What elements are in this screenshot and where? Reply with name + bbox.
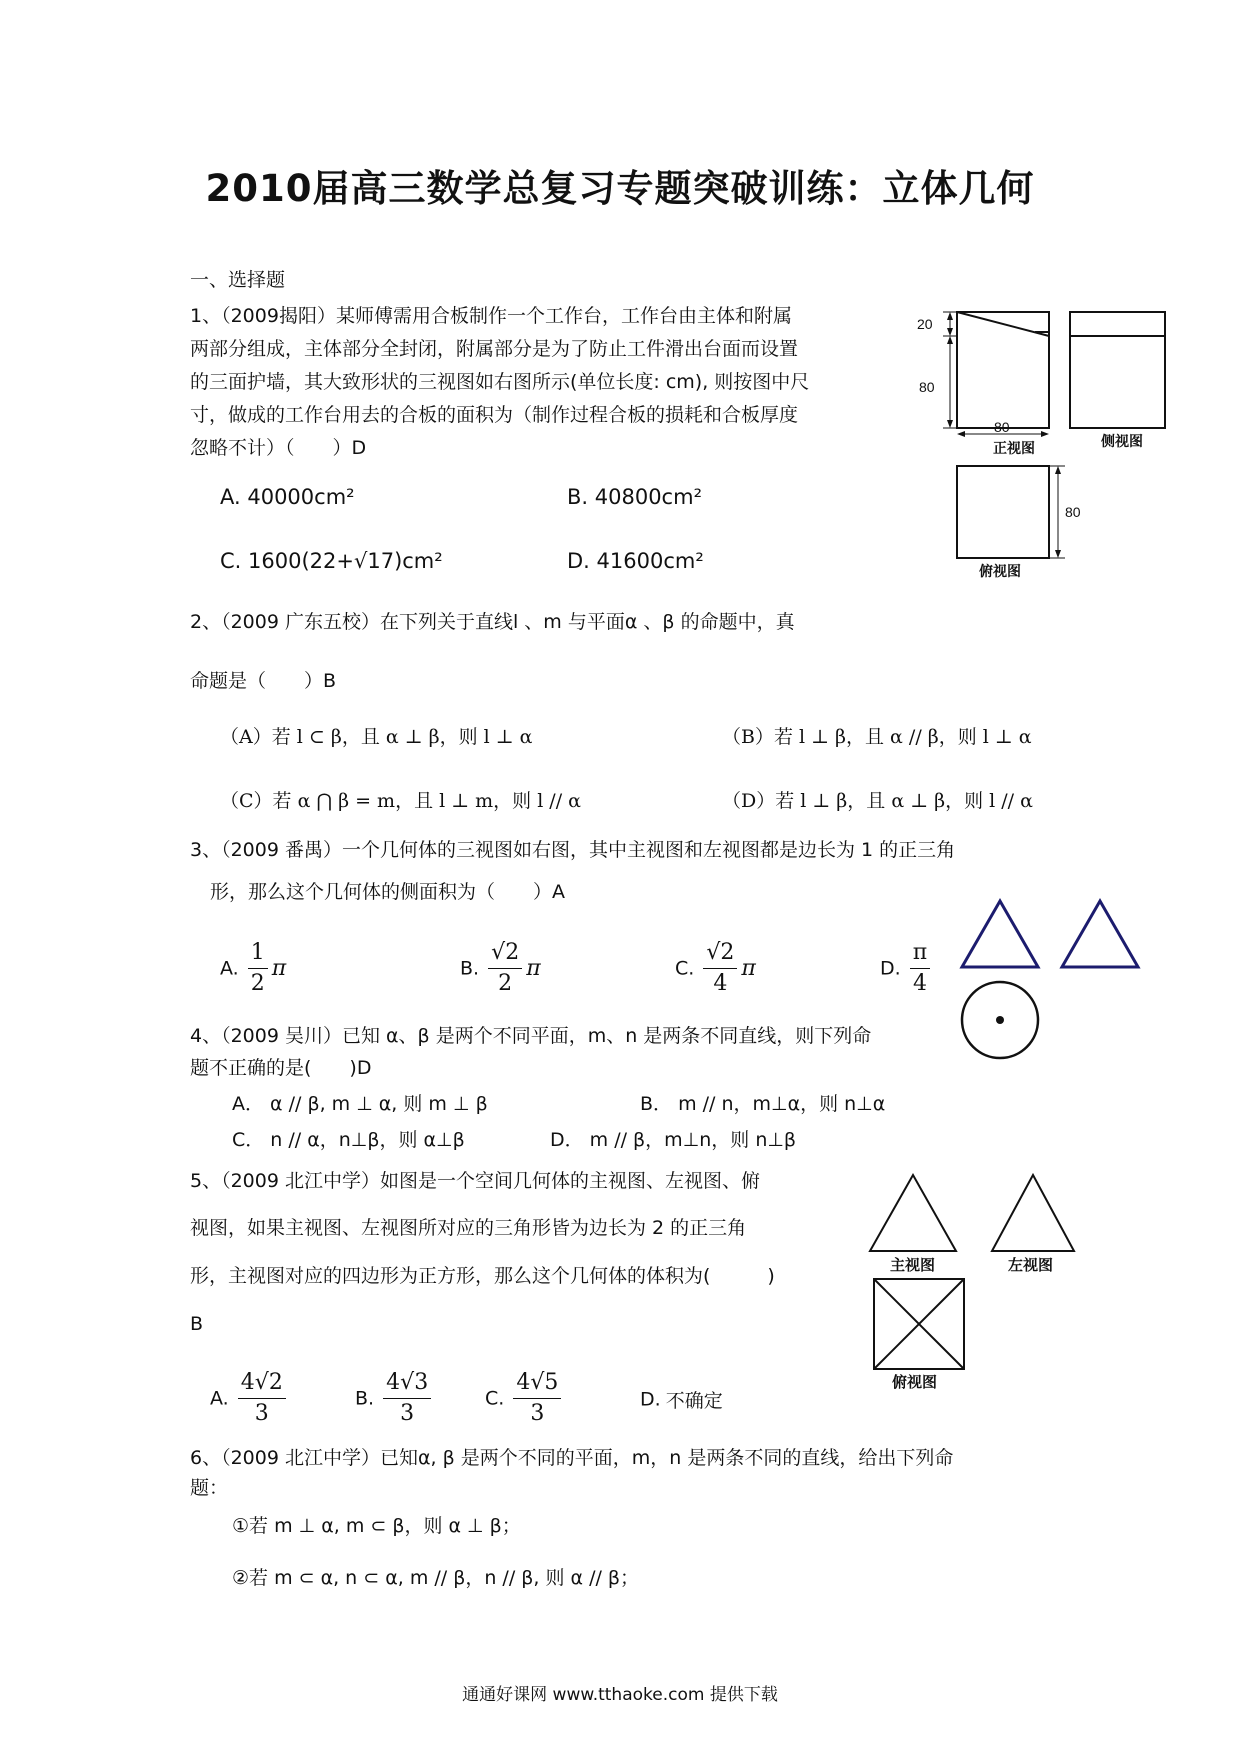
q1-dim-80-right: 80 bbox=[1065, 504, 1081, 520]
q1-line-4: 寸，做成的工作台用去的合板的面积为（制作过程合板的损耗和合板厚度 bbox=[190, 404, 799, 426]
q3-option-a: A. $\frac{1}{2}$ π bbox=[220, 940, 287, 996]
q5-option-b: B. $\frac{4√3}{3}$ bbox=[355, 1370, 435, 1427]
q1-top-view-rect bbox=[957, 466, 1049, 558]
q4-line-1: 4、（2009 吴川）已知 α、β 是两个不同平面，m、n 是两条不同直线，则下列命 bbox=[190, 1025, 872, 1047]
q3-front-triangle bbox=[962, 901, 1038, 967]
q5-line-2: 视图，如果主视图、左视图所对应的三角形皆为边长为 2 的正三角 bbox=[190, 1217, 747, 1239]
q1-side-view-label: 侧视图 bbox=[1101, 433, 1143, 449]
q5-left-view-label: 左视图 bbox=[1008, 1257, 1054, 1274]
q1-front-view-label: 正视图 bbox=[993, 440, 1035, 456]
q1-dim-80-bottom: 80 bbox=[994, 419, 1010, 435]
q2-option-d: （D）若 l ⊥ β，且 α ⊥ β，则 l // α bbox=[722, 790, 1033, 812]
q2-line-1: 2、（2009 广东五校）在下列关于直线l 、m 与平面α 、β 的命题中，真 bbox=[190, 611, 795, 633]
q1-front-view-rect bbox=[957, 312, 1049, 428]
q5-line-1: 5、（2009 北江中学）如图是一个空间几何体的主视图、左视图、俯 bbox=[190, 1170, 760, 1192]
q6-line-2: 题： bbox=[190, 1477, 229, 1499]
q5-line-3: 形，主视图对应的四边形为正方形，那么这个几何体的体积为( ) bbox=[190, 1265, 775, 1287]
q1-option-b: B. 40800cm² bbox=[567, 485, 702, 509]
q1-top-view-label: 俯视图 bbox=[979, 563, 1021, 579]
q1-line-3: 的三面护墙，其大致形状的三视图如右图所示(单位长度: cm), 则按图中尺 bbox=[190, 371, 810, 393]
q6-item-1: ①若 m ⊥ α, m ⊂ β，则 α ⊥ β； bbox=[232, 1515, 521, 1537]
q6-item-2: ②若 m ⊂ α, n ⊂ α, m // β，n // β, 则 α // β； bbox=[232, 1567, 640, 1589]
q3-line-2: 形，那么这个几何体的侧面积为（ ）A bbox=[210, 881, 565, 903]
q3-option-d: D. $\frac{\pi}{4}$ bbox=[880, 940, 934, 997]
q5-line-4: B bbox=[190, 1313, 204, 1335]
q2-line-2: 命题是（ ）B bbox=[190, 670, 337, 692]
q4-option-a: A． α // β, m ⊥ α, 则 m ⊥ β bbox=[232, 1093, 488, 1115]
q1-dim-20: 20 bbox=[917, 316, 933, 332]
q1-dim-80-left: 80 bbox=[919, 379, 935, 395]
q1-option-a: A. 40000cm² bbox=[220, 485, 355, 509]
q3-center-dot bbox=[996, 1016, 1004, 1024]
q1-line-2: 两部分组成，主体部分全封闭，附属部分是为了防止工件滑出台面而设置 bbox=[190, 338, 799, 360]
page-title: 2010届高三数学总复习专题突破训练：立体几何 bbox=[205, 167, 1035, 210]
q3-three-view-figure bbox=[950, 895, 1150, 1075]
q5-option-c: C. $\frac{4√5}{3}$ bbox=[485, 1370, 565, 1427]
q4-option-b: B． m // n，m⊥α，则 n⊥α bbox=[640, 1093, 886, 1115]
q3-line-1: 3、（2009 番禺）一个几何体的三视图如右图，其中主视图和左视图都是边长为 1 的正三角 bbox=[190, 839, 956, 861]
q4-option-d: D． m // β，m⊥n，则 n⊥β bbox=[550, 1129, 797, 1151]
q3-option-b: B. $\frac{√2}{2}$ π bbox=[460, 940, 541, 996]
q2-option-b: （B）若 l ⊥ β，且 α // β，则 l ⊥ α bbox=[722, 726, 1032, 748]
q4-option-c: C． n // α，n⊥β，则 α⊥β bbox=[232, 1129, 465, 1151]
q2-option-c: （C）若 α ⋂ β = m，且 l ⊥ m，则 l // α bbox=[220, 790, 581, 812]
q1-line-5: 忽略不计）（ ）D bbox=[190, 437, 367, 459]
q1-line-1: 1、（2009揭阳）某师傅需用合板制作一个工作台，工作台由主体和附属 bbox=[190, 305, 792, 327]
q1-side-view-rect bbox=[1070, 312, 1165, 428]
page-footer: 通通好课网 www.tthaoke.com 提供下载 bbox=[462, 1685, 778, 1705]
q5-left-triangle bbox=[992, 1175, 1074, 1251]
q1-three-view-figure bbox=[905, 300, 1180, 590]
q1-option-d: D. 41600cm² bbox=[567, 549, 704, 573]
q5-top-view-label: 俯视图 bbox=[892, 1374, 938, 1391]
q5-front-view-label: 主视图 bbox=[890, 1257, 936, 1274]
q5-three-view-figure bbox=[860, 1165, 1090, 1395]
section-heading: 一、选择题 bbox=[190, 269, 286, 291]
q3-option-c: C. $\frac{√2}{4}$ π bbox=[675, 940, 756, 996]
q5-option-d: D. 不确定 bbox=[640, 1388, 723, 1412]
q5-front-triangle bbox=[870, 1175, 956, 1251]
q3-left-triangle bbox=[1062, 901, 1138, 967]
q4-line-2: 题不正确的是( )D bbox=[190, 1057, 372, 1079]
q6-line-1: 6、（2009 北江中学）已知α, β 是两个不同的平面，m，n 是两条不同的直线，给出下列命 bbox=[190, 1447, 954, 1469]
q1-option-c: C. 1600(22+√17)cm² bbox=[220, 549, 443, 573]
q5-option-a: A. $\frac{4√2}{3}$ bbox=[210, 1370, 290, 1427]
q2-option-a: （A）若 l ⊂ β，且 α ⊥ β，则 l ⊥ α bbox=[220, 726, 533, 748]
